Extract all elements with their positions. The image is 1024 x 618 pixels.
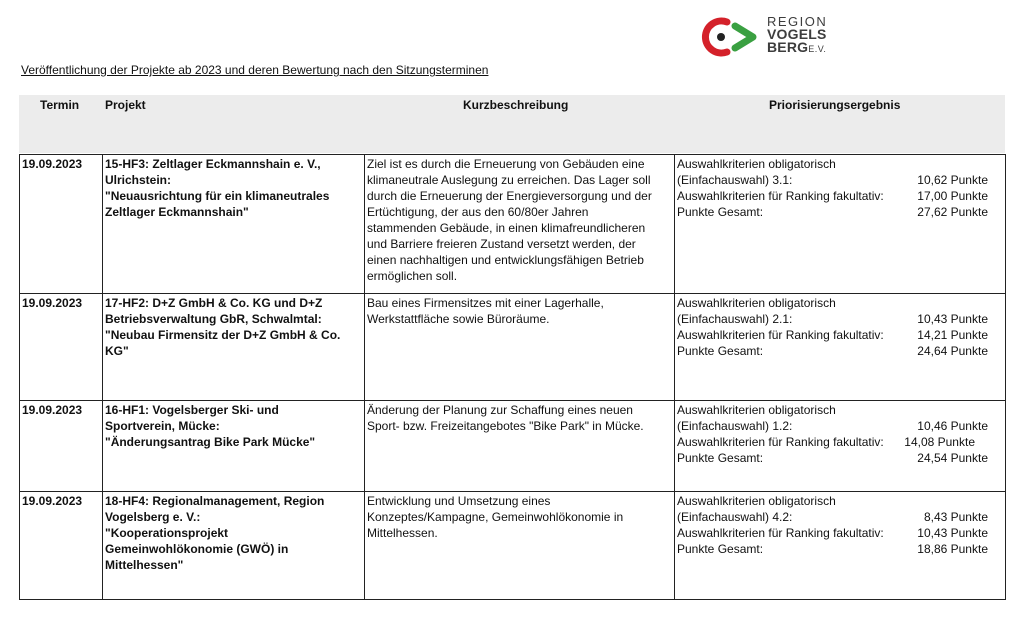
region-vogelsberg-logo <box>697 14 837 60</box>
row-date: 19.09.2023 <box>20 155 103 294</box>
logo-line-vogels: VOGELS <box>767 26 827 42</box>
row-project: 15-HF3: Zeltlager Eckmannshain e. V., Ulrichstein: "Neuausrichtung für ein klimaneutrales Zeltlager Eckmannshain" <box>103 155 365 294</box>
row-priorisierung: Auswahlkriterien obligatorisch (Einfachauswahl) 4.2: 8,43 Punkte Auswahlkriterien für Ranking fakultativ: 10,43 Punkte Punkte Gesamt: 18,86 Punkte <box>675 492 1006 600</box>
column-header-priorisierung: Priorisierungsergebnis <box>769 98 901 112</box>
projects-table <box>19 154 1006 600</box>
row-priorisierung: Auswahlkriterien obligatorisch (Einfachauswahl) 2.1: 10,43 Punkte Auswahlkriterien für Ranking fakultativ: 14,21 Punkte Punkte Gesamt: 24,64 Punkte <box>675 294 1006 401</box>
column-header-projekt: Projekt <box>105 98 146 112</box>
table-row <box>20 401 1006 492</box>
row-description: Änderung der Planung zur Schaffung eines neuen Sport- bzw. Freizeitangebotes "Bike Park" in Mücke. <box>365 401 675 492</box>
logo-mark-icon <box>697 14 765 60</box>
page-heading: Veröffentlichung der Projekte ab 2023 und deren Bewertung nach den Sitzungsterminen <box>21 63 489 77</box>
row-date: 19.09.2023 <box>20 492 103 600</box>
table-row <box>20 492 1006 600</box>
row-project: 16-HF1: Vogelsberger Ski- und Sportverein, Mücke: "Änderungsantrag Bike Park Mücke" <box>103 401 365 492</box>
logo-line-berg: BERGE.V. <box>767 39 827 55</box>
row-priorisierung: Auswahlkriterien obligatorisch (Einfachauswahl) 3.1: 10,62 Punkte Auswahlkriterien für Ranking fakultativ: 17,00 Punkte Punkte Gesamt: 27,62 Punkte <box>675 155 1006 294</box>
column-header-kurzbeschreibung: Kurzbeschreibung <box>463 98 569 112</box>
row-description: Ziel ist es durch die Erneuerung von Gebäuden eine klimaneutrale Auslegung zu erreichen. Das Lager soll durch die Erneuerung der Energieversorgung und der Ertüchtigung, der aus den 60/80er Jahren stammenden Gebäude, in einen klimafreundlicheren und Barriere freieren Zustand versetzt werden, der einen nachhaltigen und entwicklungsfähigen Betrieb ermöglichen soll. <box>365 155 675 294</box>
logo-line-region: REGION <box>767 14 828 29</box>
logo-suffix: E.V. <box>808 44 827 54</box>
row-priorisierung: Auswahlkriterien obligatorisch (Einfachauswahl) 1.2: 10,46 Punkte Auswahlkriterien für Ranking fakultativ: 14,08 Punkte Punkte Gesamt: 24,54 Punkte <box>675 401 1006 492</box>
column-header-termin: Termin <box>40 98 80 112</box>
row-date: 19.09.2023 <box>20 294 103 401</box>
row-description: Bau eines Firmensitzes mit einer Lagerhalle, Werkstattfläche sowie Büroräume. <box>365 294 675 401</box>
table-row <box>20 294 1006 401</box>
row-description: Entwicklung und Umsetzung eines Konzeptes/Kampagne, Gemeinwohlökonomie in Mittelhessen. <box>365 492 675 600</box>
row-project: 17-HF2: D+Z GmbH & Co. KG und D+Z Betriebsverwaltung GbR, Schwalmtal: "Neubau Firmensitz der D+Z GmbH & Co. KG" <box>103 294 365 401</box>
table-row <box>20 155 1006 294</box>
row-date: 19.09.2023 <box>20 401 103 492</box>
row-project: 18-HF4: Regionalmanagement, Region Vogelsberg e. V.: "Kooperationsprojekt Gemeinwohlökonomie (GWÖ) in Mittelhessen" <box>103 492 365 600</box>
logo-wordmark <box>767 15 827 56</box>
